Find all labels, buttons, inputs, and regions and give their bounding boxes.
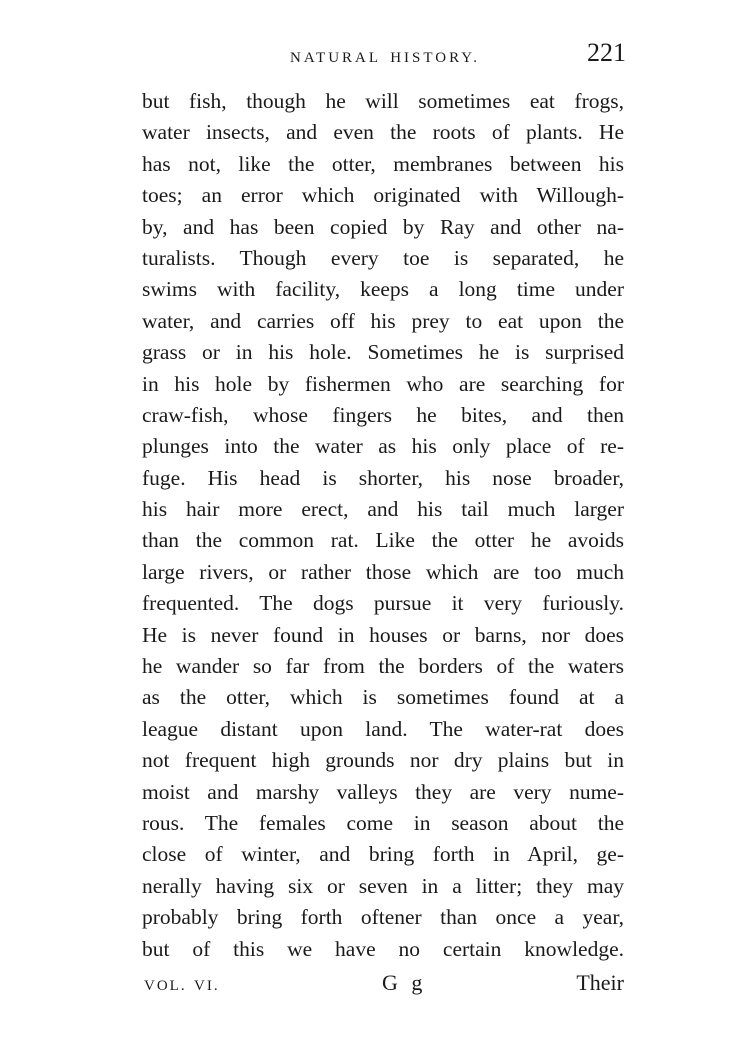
text-line: moist and marshy valleys they are very nume-: [142, 779, 624, 804]
text-line: has not, like the otter, membranes between his: [142, 151, 624, 176]
text-line: close of winter, and bring forth in April, ge-: [142, 842, 624, 867]
text-line: toes; an error which originated with Willough-: [142, 183, 624, 208]
running-title: NATURAL HISTORY.: [290, 50, 480, 66]
text-line: but fish, though he will sometimes eat frogs,: [142, 89, 624, 113]
text-line: water, and carries off his prey to eat upon the: [142, 308, 624, 333]
text-line: by, and has been copied by Ray and other na-: [142, 214, 624, 239]
text-line: but of this we have no certain knowledge.: [142, 936, 624, 961]
text-line: league distant upon land. The water-rat does: [142, 716, 624, 741]
text-line: water insects, and even the roots of plants. He: [142, 120, 624, 145]
catchword: Their: [576, 970, 624, 995]
text-line: turalists. Though every toe is separated, he: [142, 245, 624, 270]
text-line: fuge. His head is shorter, his nose broader,: [142, 465, 624, 490]
text-line: rous. The females come in season about the: [142, 810, 624, 835]
text-line: in his hole by fishermen who are searching for: [142, 371, 624, 396]
text-line: large rivers, or rather those which are too much: [142, 559, 624, 584]
page-footer: [142, 970, 624, 1004]
gathering-signature: G g: [382, 970, 427, 995]
volume-signature: VOL. VI.: [144, 978, 220, 994]
text-line: frequented. The dogs pursue it very furiously.: [142, 591, 624, 616]
text-line: not frequent high grounds nor dry plains but in: [142, 748, 624, 773]
running-head: [140, 38, 630, 78]
text-line: swims with facility, keeps a long time under: [142, 277, 624, 302]
text-line: nerally having six or seven in a litter; they may: [142, 873, 624, 898]
text-line: probably bring forth oftener than once a year,: [142, 905, 624, 930]
text-line: he wander so far from the borders of the waters: [142, 654, 624, 679]
text-line: plunges into the water as his only place of re-: [142, 434, 624, 459]
page-number: 221: [587, 38, 626, 67]
text-line: than the common rat. Like the otter he avoids: [142, 528, 624, 553]
text-line: his hair more erect, and his tail much larger: [142, 497, 624, 522]
body-text: [142, 86, 624, 965]
text-line: craw-fish, whose fingers he bites, and then: [142, 402, 624, 427]
text-line: He is never found in houses or barns, nor does: [142, 622, 624, 647]
text-line: as the otter, which is sometimes found at a: [142, 685, 624, 710]
text-line: grass or in his hole. Sometimes he is surprised: [142, 340, 624, 365]
